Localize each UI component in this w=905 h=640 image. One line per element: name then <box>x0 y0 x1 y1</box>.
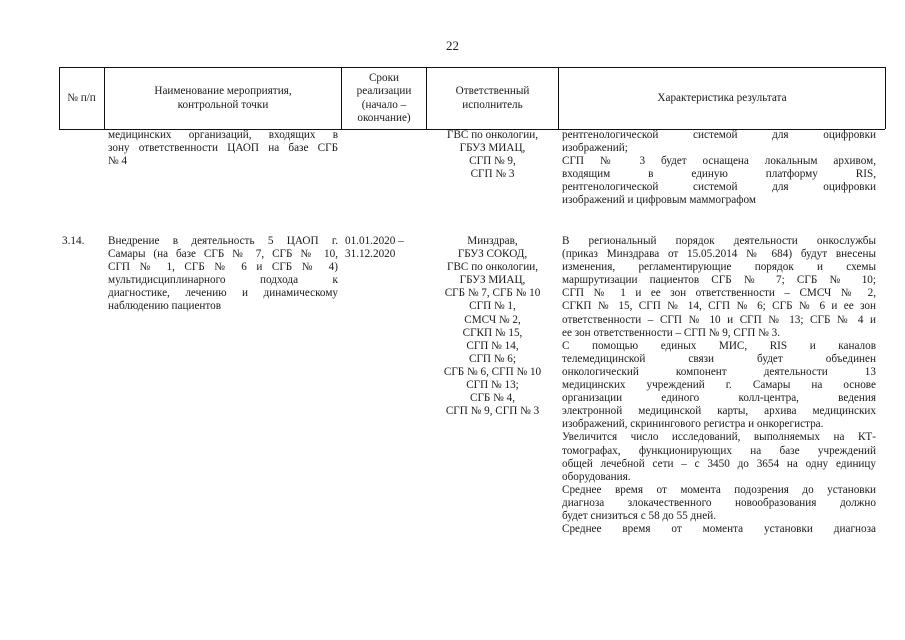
row-314-dates <box>345 235 425 261</box>
text-line: маршрутизации пациентов СГБ № 7; СГБ № 10; <box>562 274 876 287</box>
text-line: СГП № 1, СГБ № 6 и СГБ № 4) <box>108 261 338 274</box>
header-name-line: Наименование мероприятия, <box>154 85 292 98</box>
header-name-line: контрольной точки <box>177 98 269 111</box>
text-line: ГБУЗ МИАЦ, <box>459 274 526 287</box>
text-line: СГКП № 15, СГП № 14, СГП № 6; СГБ № 6 и ее зон <box>562 300 876 313</box>
text-line: № 4 <box>108 155 128 168</box>
text-line: изображений; <box>562 142 628 155</box>
text-line: мультидисциплинарного подхода к <box>108 274 338 287</box>
text-line: диагностике, лечению и динамическому <box>108 287 338 300</box>
row-314-num: 3.14. <box>62 235 85 247</box>
header-dates-line: Сроки <box>368 72 400 85</box>
text-line: томографах, функционирующих на базе учреждений <box>562 444 876 457</box>
text-line: Самары (на базе СГБ № 7, СГБ № 10, <box>108 248 338 261</box>
text-line: СГП № 9, <box>469 155 516 168</box>
text-line: В региональный порядок деятельности онкослужбы <box>562 235 876 247</box>
text-line: ответственности – СГП № 10 и СГП № 13; СГБ № 4 и <box>562 313 876 326</box>
text-line: наблюдению пациентов <box>108 300 222 313</box>
text-line: рентгенологической системой для оцифровки <box>562 129 876 141</box>
text-line: медицинских организаций, входящих в <box>108 129 338 141</box>
text-line: оборудования. <box>562 470 631 483</box>
text-line: СГП № 9, СГП № 3 <box>445 405 540 418</box>
header-dates-line: (начало – <box>361 98 407 111</box>
text-line: Увеличится число исследований, выполняемых на КТ- <box>562 431 876 444</box>
text-line: входящим в единую платформу RIS, <box>562 168 876 181</box>
text-line: С помощью единых МИС, RIS и каналов <box>562 339 876 352</box>
text-line: организации единого колл-центра, ведения <box>562 392 876 405</box>
text-line: онкологический компонент деятельности 13 <box>562 365 876 378</box>
row-314-responsible <box>427 235 558 418</box>
text-line: Среднее время от момента подозрения до установки <box>562 483 876 496</box>
header-responsible <box>427 68 558 129</box>
text-line: изображений, скринингового регистра и онкорегистра. <box>562 418 824 431</box>
text-line: ГБУЗ МИАЦ, <box>459 142 526 155</box>
header-resp-line: исполнитель <box>462 98 523 111</box>
header-num-text: № п/п <box>67 91 96 104</box>
text-line: СГП № 3 <box>470 168 515 181</box>
text-line: зону ответственности ЦАОП на базе СГБ <box>108 142 338 155</box>
row-314-result <box>562 235 876 536</box>
row-314-name <box>108 235 338 314</box>
text-line: СГБ № 4, <box>469 392 515 405</box>
row-cont-responsible <box>427 129 558 181</box>
header-num <box>59 68 104 129</box>
text-line: будет снизиться с 58 до 55 дней. <box>562 509 716 522</box>
header-result-text: Характеристика результата <box>657 91 787 104</box>
page-number: 22 <box>446 38 459 53</box>
text-line: рентгенологической системой для оцифровки <box>562 181 876 194</box>
text-line: СГП № 1 и ее зон ответственности – СМСЧ № 2, <box>562 287 876 300</box>
col-border <box>885 67 886 129</box>
text-line: 01.01.2020 – <box>345 235 404 247</box>
text-line: Среднее время от момента установки диагноза <box>562 523 876 536</box>
text-line: (приказ Минздрава от 15.05.2014 № 684) будут внесены <box>562 248 876 261</box>
row-cont-name <box>108 129 338 168</box>
text-line: ее зон ответственности – СГП № 9, СГП № 3. <box>562 326 781 339</box>
text-line: общей лечебной сети – с 3450 до 3654 на одну единицу <box>562 457 876 470</box>
header-resp-line: Ответственный <box>455 85 530 98</box>
text-line: ГБУЗ СОКОД, <box>457 248 528 261</box>
header-result <box>559 68 885 129</box>
text-line: телемедицинской связи будет объединен <box>562 352 876 365</box>
text-line: СГКП № 15, <box>462 326 523 339</box>
text-line: СГП № 14, <box>466 339 519 352</box>
text-line: медицинских учреждений г. Самары на основе <box>562 379 876 392</box>
text-line: СГБ № 7, СГБ № 10 <box>444 287 541 300</box>
header-dates <box>342 68 426 129</box>
header-name <box>105 68 341 129</box>
text-line: изменения, регламентирующие порядок и схемы <box>562 261 876 274</box>
text-line: СГП № 6; <box>469 352 516 365</box>
text-line: Внедрение в деятельность 5 ЦАОП г. <box>108 235 338 247</box>
text-line: 31.12.2020 <box>345 248 396 261</box>
text-line: ГВС по онкологии, <box>447 129 538 141</box>
text-line: СГП № 13; <box>466 379 519 392</box>
text-line: СМСЧ № 2, <box>464 313 521 326</box>
text-line: Минздрав, <box>467 235 518 247</box>
header-dates-line: реализации <box>356 85 412 98</box>
row-cont-result <box>562 129 876 208</box>
text-line: СГБ № 6, СГП № 10 <box>443 365 542 378</box>
text-line: электронной медицинской карты, архива медицинских <box>562 405 876 418</box>
text-line: диагноза злокачественного новообразования должно <box>562 496 876 509</box>
text-line: СГП № 1, <box>469 300 516 313</box>
text-line: ГВС по онкологии, <box>447 261 538 274</box>
text-line: изображений и цифровым маммографом <box>562 194 756 207</box>
header-dates-line: окончание) <box>357 111 411 124</box>
text-line: СГП № 3 будет оснащена локальным архивом, <box>562 155 876 168</box>
